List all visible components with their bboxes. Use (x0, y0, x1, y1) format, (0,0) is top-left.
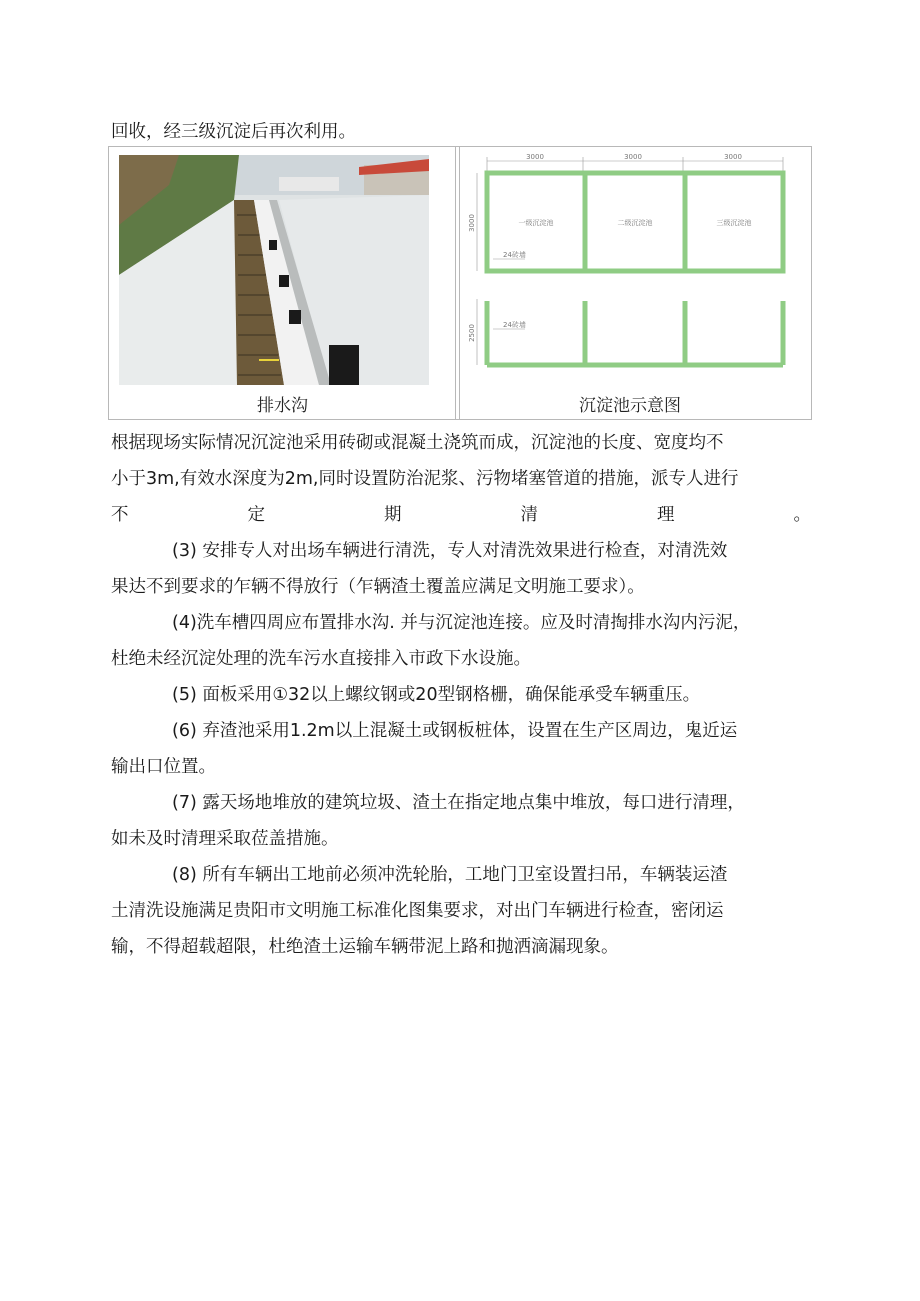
right-caption: 沉淀池示意图 (579, 396, 681, 416)
text-line: (6) 弃渣池采用1.2m以上混凝土或钢板桩体，设置在生产区周边，鬼近运 (172, 721, 738, 741)
dim-label: 3000 (724, 153, 742, 161)
wall-label: 24砖墙 (503, 251, 526, 259)
dim-label: 3000 (468, 214, 476, 232)
text-char: 清 (520, 505, 538, 525)
dim-label: 2500 (468, 324, 476, 342)
text-line: 输出口位置。 (111, 757, 216, 777)
text-line: 根据现场实际情况沉淀池采用砖砌或混凝土浇筑而成，沉淀池的长度、宽度均不 (111, 433, 724, 453)
text-line: 土清洗设施满足贵阳市文明施工标准化图集要求，对出门车辆进行检查，密闭运 (111, 901, 724, 921)
text-line: (8) 所有车辆出工地前必须冲洗轮胎，工地门卫室设置扫吊，车辆装运渣 (172, 865, 728, 885)
text-line: (5) 面板采用①32以上螺纹钢或20型钢格栅，确保能承受车辆重压。 (172, 685, 701, 705)
text-char: 不 (111, 505, 129, 525)
text-line: 杜绝未经沉淀处理的洗车污水直接排入市政下水设施。 (111, 649, 531, 669)
tank-label: 一级沉淀池 (518, 219, 554, 227)
text-line: 果达不到要求的乍辆不得放行（乍辆渣土覆盖应满足文明施工要求）。 (111, 577, 645, 597)
sedimentation-tank-diagram (465, 151, 805, 386)
dim-label: 3000 (624, 153, 642, 161)
text-line-justified (111, 503, 811, 527)
dim-label: 3000 (526, 153, 544, 161)
left-caption: 排水沟 (257, 396, 308, 416)
figure-divider (455, 147, 456, 419)
tank-label: 二级沉淀池 (617, 219, 653, 227)
text-line: (7) 露天场地堆放的建筑垃圾、渣土在指定地点集中堆放，每口进行清理， (172, 793, 745, 813)
text-line: 回收，经三级沉淀后再次利用。 (111, 122, 356, 142)
text-line: 输，不得超载超限，杜绝渣土运输车辆带泥上路和抛洒滴漏现象。 (111, 937, 619, 957)
text-line: (3) 安排专人对出场车辆进行清洗，专人对清洗效果进行检查，对清洗效 (172, 541, 728, 561)
wall-label: 24砖墙 (503, 321, 526, 329)
figure-divider (459, 147, 460, 419)
text-line: 如未及时清理采取莅盖措施。 (111, 829, 339, 849)
text-line: (4)洗车槽四周应布置排水沟. 并与沉淀池连接。应及时清掏排水沟内污泥， (172, 613, 751, 633)
tank-label: 三级沉淀池 (716, 219, 752, 227)
text-char: 期 (384, 505, 402, 525)
text-line: 小于3m,有效水深度为2m,同时设置防治泥浆、污物堵塞管道的措施，派专人进行 (111, 469, 739, 489)
drainage-ditch-photo (119, 155, 429, 385)
text-char: 。 (793, 505, 811, 525)
text-char: 理 (657, 505, 675, 525)
figure-panel (108, 146, 812, 420)
text-char: 定 (247, 505, 265, 525)
